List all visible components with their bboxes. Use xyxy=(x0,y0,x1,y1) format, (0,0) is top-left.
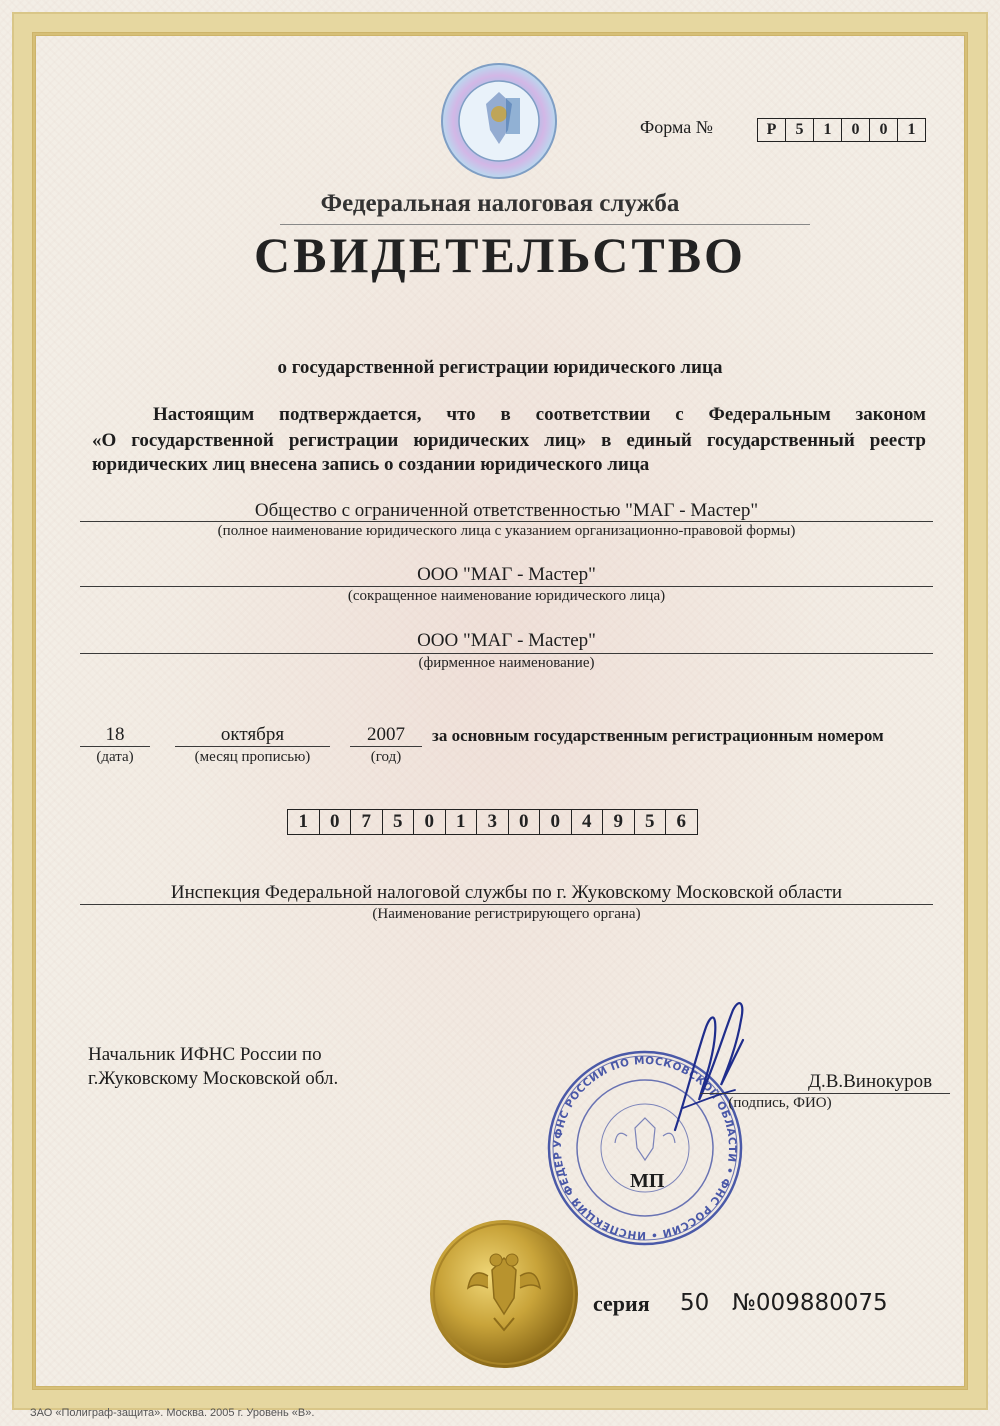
form-number-digit: 0 xyxy=(841,118,869,142)
body-line-1: Настоящим подтверждается, что в соответствии с Федеральным законом xyxy=(153,404,926,425)
short-name-line xyxy=(80,586,933,587)
signatory-position-2: г.Жуковскому Московской обл. xyxy=(88,1068,339,1089)
heading-underline xyxy=(280,224,810,225)
document-title: СВИДЕТЕЛЬСТВО xyxy=(254,227,746,283)
date-month-line xyxy=(175,746,330,747)
document-subtitle: о государственной регистрации юридического лица xyxy=(277,357,723,378)
date-month-hint: (месяц прописью) xyxy=(194,749,311,765)
ogrn-digit: 5 xyxy=(634,809,666,835)
printer-note: ЗАО «Полиграф-защита». Москва. 2005 г. Уровень «В». xyxy=(30,1407,315,1419)
body-line-3: юридических лиц внесена запись о создании юридического лица xyxy=(92,454,650,475)
full-name-hint: (полное наименование юридического лица с указанием организационно-правовой формы) xyxy=(217,523,796,539)
signatory-position-1: Начальник ИФНС России по xyxy=(88,1044,322,1065)
date-day-hint: (дата) xyxy=(96,749,134,765)
form-number-boxes xyxy=(757,118,926,142)
ogrn-digit: 0 xyxy=(319,809,351,835)
short-name-hint: (сокращенное наименование юридического лица) xyxy=(347,588,666,604)
ogrn-digit: 1 xyxy=(445,809,477,835)
date-tail-text: за основным государственным регистрационным номером xyxy=(432,726,884,745)
full-name-line xyxy=(80,521,933,522)
ogrn-digit: 7 xyxy=(350,809,382,835)
brand-name-line xyxy=(80,653,933,654)
series-label: серия xyxy=(593,1291,650,1316)
brand-name-hint: (фирменное наименование) xyxy=(418,655,595,671)
ogrn-digit: 1 xyxy=(287,809,319,835)
ogrn-digit: 3 xyxy=(476,809,508,835)
form-number-digit: Р xyxy=(757,118,785,142)
brand-name-value: ООО "МАГ - Мастер" xyxy=(417,630,596,651)
ogrn-digit: 0 xyxy=(539,809,571,835)
stamp-mark: МП xyxy=(630,1170,665,1192)
date-day: 18 xyxy=(105,724,125,745)
ogrn-boxes xyxy=(287,809,698,835)
ogrn-digit: 5 xyxy=(382,809,414,835)
agency-heading: Федеральная налоговая служба xyxy=(320,190,680,217)
signatory-name: Д.В.Винокуров xyxy=(808,1071,933,1092)
stamp-text: УФНС РОССИИ ПО МОСКОВСКОЙ ОБЛАСТИ • ФНС РОССИИ • ИНСПЕКЦИЯ ФЕДЕР xyxy=(551,1054,739,1242)
form-label: Форма № xyxy=(640,117,713,137)
date-year-line xyxy=(350,746,422,747)
ogrn-digit: 4 xyxy=(571,809,603,835)
date-month: октября xyxy=(220,724,285,745)
hologram-emblem xyxy=(440,62,558,180)
gold-seal xyxy=(428,1218,580,1370)
form-number-digit: 1 xyxy=(897,118,926,142)
authority-name: Инспекция Федеральной налоговой службы по г. Жуковскому Московской области xyxy=(170,882,843,903)
ogrn-digit: 0 xyxy=(508,809,540,835)
full-name-value: Общество с ограниченной ответственностью "МАГ - Мастер" xyxy=(254,500,759,521)
form-number-digit: 5 xyxy=(785,118,813,142)
signature-hint: (подпись, ФИО) xyxy=(728,1095,832,1111)
date-day-line xyxy=(80,746,150,747)
ogrn-digit: 9 xyxy=(602,809,634,835)
signature-line xyxy=(700,1093,950,1094)
ogrn-digit: 6 xyxy=(665,809,698,835)
form-number-digit: 1 xyxy=(813,118,841,142)
form-number-digit: 0 xyxy=(869,118,897,142)
ogrn-digit: 0 xyxy=(413,809,445,835)
date-year-hint: (год) xyxy=(370,749,402,765)
date-year: 2007 xyxy=(367,724,405,745)
series-value: 50 xyxy=(680,1290,710,1316)
authority-hint: (Наименование регистрирующего органа) xyxy=(372,906,641,922)
body-line-2: «О государственной регистрации юридических лиц» в единый государственный реестр xyxy=(92,430,926,451)
series-number: №009880075 xyxy=(732,1290,888,1316)
short-name-value: ООО "МАГ - Мастер" xyxy=(417,564,596,585)
signature xyxy=(655,990,765,1140)
authority-line xyxy=(80,904,933,905)
